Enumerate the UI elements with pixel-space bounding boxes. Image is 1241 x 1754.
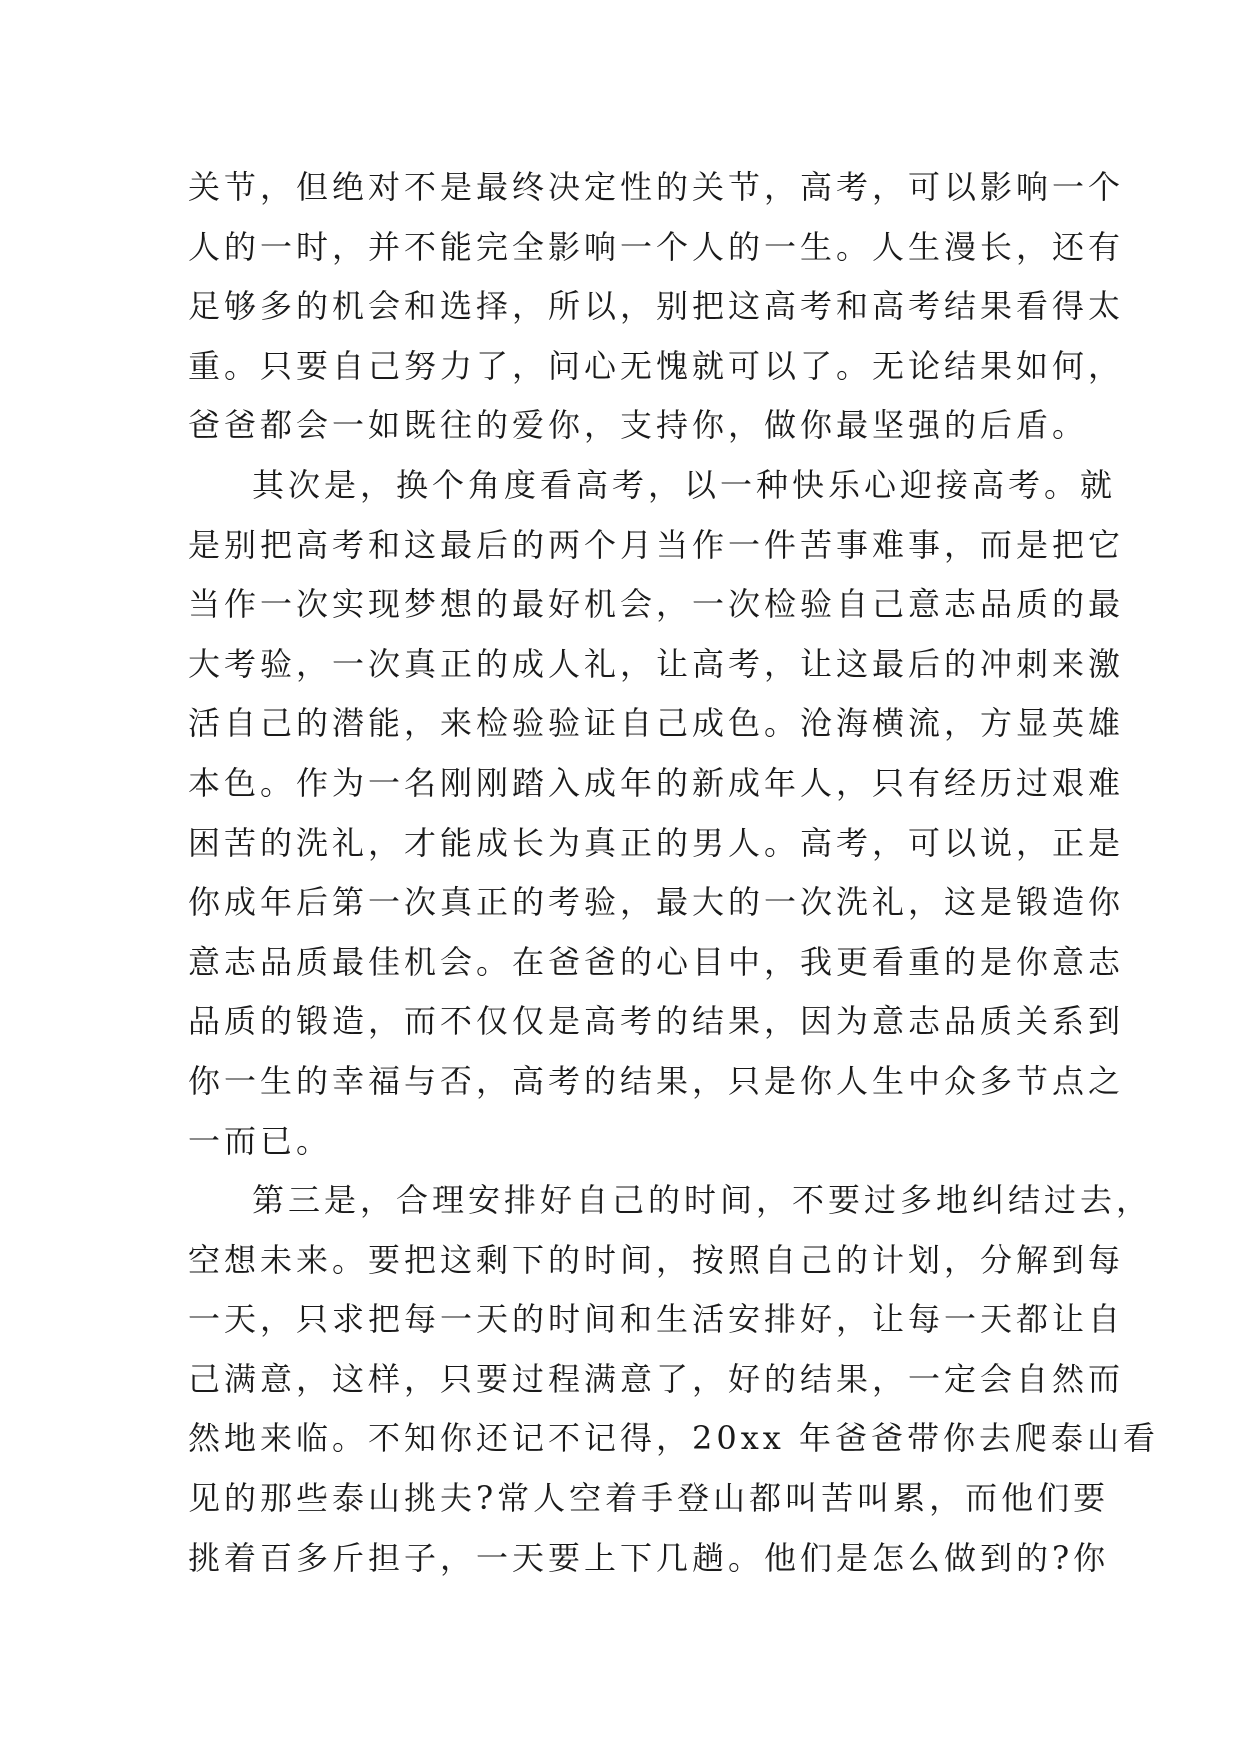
text-line: 你成年后第一次真正的考验，最大的一次洗礼，这是锻造你 — [188, 883, 1125, 922]
text-line: 一天，只求把每一天的时间和生活安排好，让每一天都让自 — [188, 1300, 1125, 1339]
paragraph-start-line: 第三是，合理安排好自己的时间，不要过多地纠结过去， — [252, 1181, 1153, 1220]
text-line: 见的那些泰山挑夫?常人空着手登山都叫苦叫累，而他们要 — [188, 1479, 1110, 1518]
text-line: 当作一次实现梦想的最好机会，一次检验自己意志品质的最 — [188, 585, 1125, 624]
text-line: 困苦的洗礼，才能成长为真正的男人。高考，可以说，正是 — [188, 823, 1125, 862]
text-line: 足够多的机会和选择，所以，别把这高考和高考结果看得太 — [188, 287, 1125, 326]
text-line: 大考验，一次真正的成人礼，让高考，让这最后的冲刺来激 — [188, 644, 1125, 683]
text-line: 品质的锻造，而不仅仅是高考的结果，因为意志品质关系到 — [188, 1002, 1125, 1041]
body-text — [188, 158, 1159, 1588]
text-line: 爸爸都会一如既往的爱你，支持你，做你最坚强的后盾。 — [188, 406, 1089, 445]
text-line: 重。只要自己努力了，问心无愧就可以了。无论结果如何， — [188, 346, 1125, 385]
text-line: 意志品质最佳机会。在爸爸的心目中，我更看重的是你意志 — [188, 942, 1125, 981]
paragraph-start-line: 其次是，换个角度看高考，以一种快乐心迎接高考。就 — [252, 465, 1117, 504]
text-line: 本色。作为一名刚刚踏入成年的新成年人，只有经历过艰难 — [188, 763, 1125, 802]
text-line: 一而已。 — [188, 1121, 333, 1160]
text-line: 是别把高考和这最后的两个月当作一件苦事难事，而是把它 — [188, 525, 1125, 564]
text-line: 空想未来。要把这剩下的时间，按照自己的计划，分解到每 — [188, 1240, 1125, 1279]
text-line: 活自己的潜能，来检验验证自己成色。沧海横流，方显英雄 — [188, 704, 1125, 743]
text-line: 挑着百多斤担子，一天要上下几趟。他们是怎么做到的?你 — [188, 1538, 1110, 1577]
text-line: 你一生的幸福与否，高考的结果，只是你人生中众多节点之 — [188, 1061, 1125, 1100]
text-line: 然地来临。不知你还记不记得，20xx 年爸爸带你去爬泰山看 — [188, 1419, 1159, 1458]
text-line: 己满意，这样，只要过程满意了，好的结果，一定会自然而 — [188, 1359, 1125, 1398]
text-line: 人的一时，并不能完全影响一个人的一生。人生漫长，还有 — [188, 227, 1125, 266]
text-line: 关节，但绝对不是最终决定性的关节，高考，可以影响一个 — [188, 168, 1125, 206]
